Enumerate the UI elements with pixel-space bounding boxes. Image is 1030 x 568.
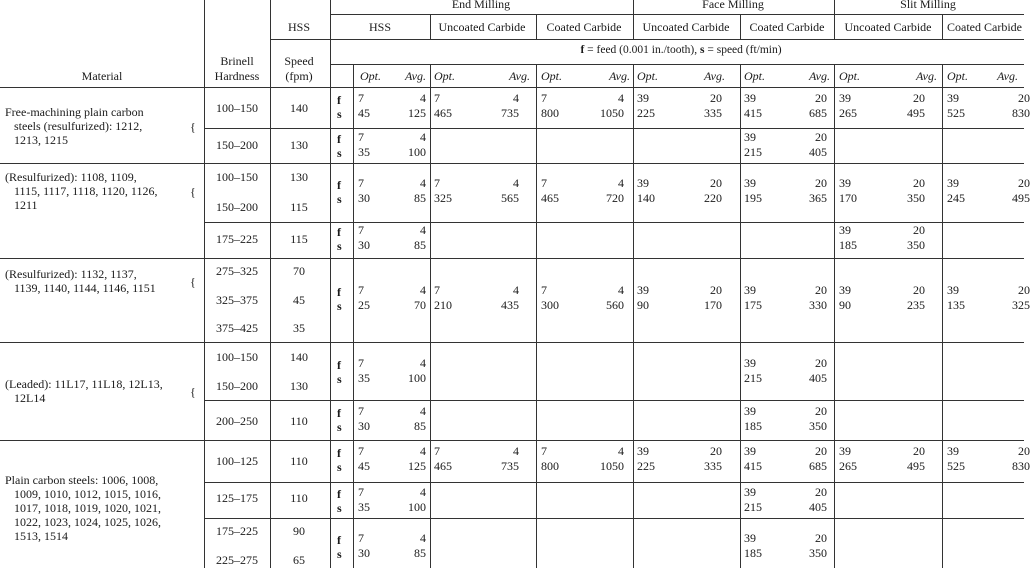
- brinell-value: 225–275: [216, 553, 258, 567]
- brinell-value: 175–225: [216, 524, 258, 538]
- end-milling-heading: End Milling: [451, 0, 511, 11]
- end-uncoated-speed-opt: 210: [434, 298, 452, 312]
- rule: [353, 64, 354, 568]
- rule: [536, 64, 537, 568]
- avg-header: Avg.: [916, 69, 937, 83]
- rule: [270, 0, 271, 568]
- rule: [330, 14, 1024, 15]
- rule: [633, 0, 634, 39]
- face-uncoated-feed-opt: 39: [637, 176, 649, 190]
- feed-label: f: [337, 358, 341, 372]
- rule: [633, 64, 634, 568]
- feed-label: f: [337, 446, 341, 460]
- hss-speed-avg: 125: [408, 459, 426, 473]
- slit-uncoated-speed-opt: 185: [839, 238, 857, 252]
- slit-uncoated-speed-opt: 265: [839, 106, 857, 120]
- hss-feed-avg: 4: [420, 356, 426, 370]
- slit-coated-speed-avg: 830: [1012, 106, 1030, 120]
- face-coated-speed-opt: 175: [744, 298, 762, 312]
- brinell-value: 325–375: [216, 293, 258, 307]
- speed-label: s: [337, 460, 342, 474]
- avg-header: Avg.: [609, 69, 630, 83]
- hss-speed-value: 45: [293, 293, 305, 307]
- slit-coated-feed-avg: 20: [1018, 283, 1030, 297]
- rule: [204, 400, 1024, 401]
- face-coated-feed-avg: 20: [815, 531, 827, 545]
- opt-header: Opt.: [744, 69, 765, 83]
- slit-uncoated-speed-avg: 495: [907, 459, 925, 473]
- rule: [740, 64, 741, 568]
- material-leaded: (Leaded): 11L17, 11L18, 12L13, 12L14: [5, 377, 163, 405]
- end-uncoated-feed-opt: 7: [434, 91, 440, 105]
- face-coated-speed-avg: 350: [809, 419, 827, 433]
- hss-feed-avg: 4: [420, 176, 426, 190]
- hss-feed-avg: 4: [420, 531, 426, 545]
- end-uncoated-feed-avg: 4: [513, 176, 519, 190]
- rule: [204, 128, 1024, 129]
- hss-feed-opt: 7: [358, 176, 364, 190]
- feed-label: f: [337, 178, 341, 192]
- tool-end-coated: Coated Carbide: [546, 20, 622, 34]
- hss-speed-opt: 30: [358, 546, 370, 560]
- speed-header: Speed: [284, 54, 314, 68]
- face-coated-speed-opt: 195: [744, 191, 762, 205]
- avg-header: Avg.: [405, 69, 426, 83]
- hss-feed-opt: 7: [358, 531, 364, 545]
- face-uncoated-speed-opt: 225: [637, 106, 655, 120]
- feed-label: f: [337, 225, 341, 239]
- rule: [834, 64, 835, 568]
- slit-coated-feed-opt: 39: [947, 91, 959, 105]
- slit-uncoated-speed-avg: 495: [907, 106, 925, 120]
- brinell-value: 150–200: [216, 138, 258, 152]
- feed-label: f: [337, 93, 341, 107]
- face-coated-feed-opt: 39: [744, 356, 756, 370]
- face-uncoated-speed-avg: 335: [704, 106, 722, 120]
- face-coated-feed-opt: 39: [744, 444, 756, 458]
- speed-label: s: [337, 146, 342, 160]
- brinell-value: 275–325: [216, 264, 258, 278]
- slit-uncoated-feed-avg: 20: [913, 176, 925, 190]
- face-uncoated-speed-opt: 225: [637, 459, 655, 473]
- hss-speed-avg: 85: [414, 191, 426, 205]
- end-uncoated-speed-opt: 465: [434, 459, 452, 473]
- tool-face-coated: Coated Carbide: [749, 20, 825, 34]
- face-coated-speed-avg: 685: [809, 459, 827, 473]
- face-uncoated-feed-opt: 39: [637, 283, 649, 297]
- hss-speed-value: 110: [290, 414, 308, 428]
- face-uncoated-feed-avg: 20: [710, 283, 722, 297]
- hss-speed-avg: 100: [408, 371, 426, 385]
- hss-speed-opt: 25: [358, 298, 370, 312]
- slit-coated-feed-opt: 39: [947, 444, 959, 458]
- hss-speed-value: 110: [290, 454, 308, 468]
- material-resulfurized-1132: (Resulfurized): 1132, 1137, 1139, 1140, 1144, 1146, 1151: [5, 267, 156, 295]
- face-milling-heading: Face Milling: [702, 0, 764, 11]
- hss-speed-opt: 30: [358, 419, 370, 433]
- speed-definition: = speed (ft/min): [704, 44, 782, 56]
- face-coated-feed-avg: 20: [815, 283, 827, 297]
- opt-header: Opt.: [839, 69, 860, 83]
- hss-speed-avg: 70: [414, 298, 426, 312]
- brinell-value: 375–425: [216, 321, 258, 335]
- hss-speed-value: 90: [293, 524, 305, 538]
- face-coated-speed-avg: 365: [809, 191, 827, 205]
- brace: {: [190, 275, 196, 289]
- end-coated-feed-opt: 7: [541, 91, 547, 105]
- tool-face-uncoated: Uncoated Carbide: [642, 20, 730, 34]
- hss-speed-avg: 85: [414, 546, 426, 560]
- slit-uncoated-feed-opt: 39: [839, 91, 851, 105]
- material-free-machining: Free-machining plain carbon steels (resulfurized): 1212, 1213, 1215: [5, 105, 144, 147]
- hss-group-heading: HSS: [287, 20, 311, 34]
- face-coated-feed-opt: 39: [744, 283, 756, 297]
- slit-uncoated-feed-avg: 20: [913, 444, 925, 458]
- rule: [430, 64, 431, 568]
- feed-speed-note: [580, 45, 781, 57]
- end-uncoated-feed-opt: 7: [434, 176, 440, 190]
- face-coated-speed-opt: 185: [744, 546, 762, 560]
- slit-uncoated-speed-opt: 170: [839, 191, 857, 205]
- hss-speed-avg: 125: [408, 106, 426, 120]
- brinell-value: 100–150: [216, 350, 258, 364]
- face-coated-speed-opt: 415: [744, 459, 762, 473]
- hss-speed-value: 70: [293, 264, 305, 278]
- opt-header: Opt.: [434, 69, 455, 83]
- hss-feed-opt: 7: [358, 130, 364, 144]
- brinell-value: 125–175: [216, 491, 258, 505]
- end-uncoated-speed-avg: 735: [501, 106, 519, 120]
- avg-header: Avg.: [809, 69, 830, 83]
- hss-speed-opt: 35: [358, 145, 370, 159]
- face-coated-speed-opt: 185: [744, 419, 762, 433]
- hss-speed-value: 115: [290, 200, 308, 214]
- rule: [204, 482, 1024, 483]
- rule: [0, 87, 1024, 88]
- hss-feed-opt: 7: [358, 444, 364, 458]
- end-uncoated-feed-avg: 4: [513, 444, 519, 458]
- avg-header: Avg.: [997, 69, 1018, 83]
- hardness-header: Hardness: [214, 69, 260, 83]
- face-coated-speed-opt: 215: [744, 500, 762, 514]
- face-uncoated-feed-avg: 20: [710, 176, 722, 190]
- hss-feed-opt: 7: [358, 91, 364, 105]
- brinell-value: 100–125: [216, 454, 258, 468]
- hss-feed-avg: 4: [420, 485, 426, 499]
- avg-header: Avg.: [509, 69, 530, 83]
- hss-feed-avg: 4: [420, 223, 426, 237]
- brinell-value: 200–250: [216, 414, 258, 428]
- hss-feed-opt: 7: [358, 283, 364, 297]
- rule: [204, 0, 205, 568]
- tool-end-uncoated: Uncoated Carbide: [438, 20, 526, 34]
- opt-header: Opt.: [637, 69, 658, 83]
- speed-label: s: [337, 192, 342, 206]
- face-coated-feed-avg: 20: [815, 404, 827, 418]
- fpm-header: (fpm): [285, 69, 313, 83]
- hss-feed-avg: 4: [420, 91, 426, 105]
- rule: [0, 342, 1024, 343]
- rule: [330, 0, 331, 568]
- slit-milling-heading: Slit Milling: [900, 0, 956, 11]
- material-header: Material: [81, 69, 123, 83]
- face-coated-feed-avg: 20: [815, 176, 827, 190]
- end-coated-feed-opt: 7: [541, 283, 547, 297]
- slit-coated-feed-avg: 20: [1018, 176, 1030, 190]
- end-coated-feed-opt: 7: [541, 444, 547, 458]
- face-uncoated-feed-avg: 20: [710, 444, 722, 458]
- end-uncoated-speed-opt: 465: [434, 106, 452, 120]
- face-uncoated-speed-opt: 140: [637, 191, 655, 205]
- brinell-header: Brinell: [220, 54, 254, 68]
- end-coated-feed-avg: 4: [618, 176, 624, 190]
- slit-uncoated-feed-opt: 39: [839, 444, 851, 458]
- end-coated-speed-opt: 300: [541, 298, 559, 312]
- slit-uncoated-feed-opt: 39: [839, 283, 851, 297]
- hss-feed-opt: 7: [358, 356, 364, 370]
- hss-speed-value: 65: [293, 553, 305, 567]
- end-uncoated-speed-avg: 565: [501, 191, 519, 205]
- face-uncoated-speed-avg: 335: [704, 459, 722, 473]
- tool-slit-uncoated: Uncoated Carbide: [844, 20, 932, 34]
- hss-feed-avg: 4: [420, 130, 426, 144]
- hss-speed-value: 130: [290, 379, 308, 393]
- face-coated-feed-avg: 20: [815, 485, 827, 499]
- end-uncoated-speed-avg: 735: [501, 459, 519, 473]
- face-coated-speed-opt: 415: [744, 106, 762, 120]
- rule: [740, 14, 741, 39]
- speed-symbol: s: [700, 44, 705, 56]
- slit-uncoated-speed-opt: 90: [839, 298, 851, 312]
- hss-speed-avg: 100: [408, 500, 426, 514]
- face-coated-speed-avg: 405: [809, 371, 827, 385]
- speed-label: s: [337, 547, 342, 561]
- face-coated-speed-avg: 405: [809, 145, 827, 159]
- hss-feed-opt: 7: [358, 223, 364, 237]
- face-coated-feed-opt: 39: [744, 130, 756, 144]
- slit-uncoated-speed-opt: 265: [839, 459, 857, 473]
- brinell-value: 175–225: [216, 232, 258, 246]
- end-coated-speed-avg: 560: [606, 298, 624, 312]
- brinell-value: 150–200: [216, 200, 258, 214]
- brinell-value: 100–150: [216, 170, 258, 184]
- slit-coated-speed-opt: 525: [947, 106, 965, 120]
- rule: [270, 39, 1024, 40]
- hss-feed-avg: 4: [420, 283, 426, 297]
- face-coated-feed-avg: 20: [815, 356, 827, 370]
- face-coated-speed-avg: 685: [809, 106, 827, 120]
- hss-speed-avg: 100: [408, 145, 426, 159]
- face-coated-feed-opt: 39: [744, 176, 756, 190]
- end-uncoated-speed-opt: 325: [434, 191, 452, 205]
- brinell-value: 100–150: [216, 101, 258, 115]
- speed-label: s: [337, 299, 342, 313]
- rule: [942, 14, 943, 39]
- face-coated-speed-opt: 215: [744, 145, 762, 159]
- tool-slit-coated: Coated Carbide: [947, 20, 1022, 34]
- hss-speed-value: 130: [290, 170, 308, 184]
- hss-speed-avg: 85: [414, 238, 426, 252]
- face-uncoated-feed-avg: 20: [710, 91, 722, 105]
- end-coated-speed-opt: 800: [541, 106, 559, 120]
- speed-label: s: [337, 501, 342, 515]
- end-uncoated-feed-opt: 7: [434, 283, 440, 297]
- slit-uncoated-speed-avg: 350: [907, 238, 925, 252]
- hss-feed-opt: 7: [358, 485, 364, 499]
- end-coated-speed-avg: 1050: [600, 106, 624, 120]
- brace: {: [190, 185, 196, 199]
- slit-uncoated-feed-opt: 39: [839, 176, 851, 190]
- hss-speed-value: 110: [290, 491, 308, 505]
- speed-label: s: [337, 239, 342, 253]
- end-coated-feed-avg: 4: [618, 91, 624, 105]
- rule: [942, 64, 943, 568]
- rule: [330, 64, 1024, 65]
- slit-uncoated-speed-avg: 235: [907, 298, 925, 312]
- hss-feed-opt: 7: [358, 404, 364, 418]
- opt-header: Opt.: [541, 69, 562, 83]
- hss-speed-opt: 30: [358, 191, 370, 205]
- brinell-value: 150–200: [216, 379, 258, 393]
- end-uncoated-feed-avg: 4: [513, 283, 519, 297]
- avg-header: Avg.: [704, 69, 725, 83]
- opt-header: Opt.: [360, 69, 381, 83]
- hss-speed-opt: 30: [358, 238, 370, 252]
- slit-coated-feed-avg: 20: [1018, 444, 1030, 458]
- end-coated-feed-avg: 4: [618, 444, 624, 458]
- hss-speed-opt: 45: [358, 459, 370, 473]
- face-uncoated-speed-avg: 170: [704, 298, 722, 312]
- slit-coated-speed-opt: 135: [947, 298, 965, 312]
- face-coated-feed-opt: 39: [744, 404, 756, 418]
- hss-speed-value: 115: [290, 232, 308, 246]
- face-coated-speed-avg: 405: [809, 500, 827, 514]
- slit-coated-speed-opt: 525: [947, 459, 965, 473]
- face-coated-feed-avg: 20: [815, 91, 827, 105]
- face-uncoated-speed-opt: 90: [637, 298, 649, 312]
- slit-uncoated-feed-opt: 39: [839, 223, 851, 237]
- slit-uncoated-speed-avg: 350: [907, 191, 925, 205]
- slit-coated-speed-avg: 325: [1012, 298, 1030, 312]
- end-coated-speed-opt: 465: [541, 191, 559, 205]
- rule: [0, 163, 1024, 164]
- speed-label: s: [337, 420, 342, 434]
- end-uncoated-feed-opt: 7: [434, 444, 440, 458]
- face-coated-feed-opt: 39: [744, 91, 756, 105]
- face-coated-feed-avg: 20: [815, 444, 827, 458]
- rule: [0, 440, 1024, 441]
- face-uncoated-speed-avg: 220: [704, 191, 722, 205]
- rule: [204, 518, 1024, 519]
- material-resulfurized-1108: (Resulfurized): 1108, 1109, 1115, 1117, 1118, 1120, 1126, 1211: [5, 170, 158, 212]
- feed-label: f: [337, 285, 341, 299]
- slit-coated-speed-avg: 495: [1012, 191, 1030, 205]
- hss-speed-opt: 45: [358, 106, 370, 120]
- speed-label: s: [337, 372, 342, 386]
- face-uncoated-feed-opt: 39: [637, 91, 649, 105]
- slit-uncoated-feed-avg: 20: [913, 283, 925, 297]
- face-coated-speed-opt: 215: [744, 371, 762, 385]
- end-coated-feed-opt: 7: [541, 176, 547, 190]
- feed-label: f: [337, 132, 341, 146]
- feed-label: f: [337, 406, 341, 420]
- end-coated-feed-avg: 4: [618, 283, 624, 297]
- slit-coated-feed-opt: 39: [947, 283, 959, 297]
- feed-label: f: [337, 533, 341, 547]
- face-coated-feed-avg: 20: [815, 130, 827, 144]
- end-uncoated-speed-avg: 435: [501, 298, 519, 312]
- hss-speed-value: 140: [290, 350, 308, 364]
- face-coated-feed-opt: 39: [744, 531, 756, 545]
- brace: {: [190, 385, 196, 399]
- hss-feed-avg: 4: [420, 404, 426, 418]
- hss-speed-opt: 35: [358, 500, 370, 514]
- end-coated-speed-avg: 720: [606, 191, 624, 205]
- feed-definition: = feed (0.001 in./tooth),: [584, 44, 700, 56]
- slit-coated-feed-opt: 39: [947, 176, 959, 190]
- brace: {: [190, 120, 196, 134]
- opt-header: Opt.: [947, 69, 968, 83]
- material-plain-carbon: Plain carbon steels: 1006, 1008, 1009, 1010, 1012, 1015, 1016, 1017, 1018, 1019, 1020, 1021, 1022, 1023, 1024, 1025, 1026, 1513, 1514: [5, 473, 161, 543]
- feed-symbol: f: [580, 44, 585, 56]
- face-coated-feed-opt: 39: [744, 485, 756, 499]
- speed-label: s: [337, 107, 342, 121]
- rule: [0, 258, 1024, 259]
- rule: [430, 14, 431, 39]
- hss-feed-avg: 4: [420, 444, 426, 458]
- face-coated-speed-avg: 330: [809, 298, 827, 312]
- hss-speed-avg: 85: [414, 419, 426, 433]
- feed-label: f: [337, 487, 341, 501]
- slit-uncoated-feed-avg: 20: [913, 223, 925, 237]
- rule: [834, 0, 835, 39]
- slit-coated-speed-avg: 830: [1012, 459, 1030, 473]
- face-coated-speed-avg: 350: [809, 546, 827, 560]
- hss-speed-opt: 35: [358, 371, 370, 385]
- hss-speed-value: 130: [290, 138, 308, 152]
- slit-uncoated-feed-avg: 20: [913, 91, 925, 105]
- rule: [204, 222, 1024, 223]
- end-uncoated-feed-avg: 4: [513, 91, 519, 105]
- hss-speed-value: 140: [290, 101, 308, 115]
- hss-speed-value: 35: [293, 321, 305, 335]
- tool-hss: HSS: [368, 20, 392, 34]
- slit-coated-feed-avg: 20: [1018, 91, 1030, 105]
- rule: [536, 14, 537, 39]
- end-coated-speed-opt: 800: [541, 459, 559, 473]
- face-uncoated-feed-opt: 39: [637, 444, 649, 458]
- slit-coated-speed-opt: 245: [947, 191, 965, 205]
- end-coated-speed-avg: 1050: [600, 459, 624, 473]
